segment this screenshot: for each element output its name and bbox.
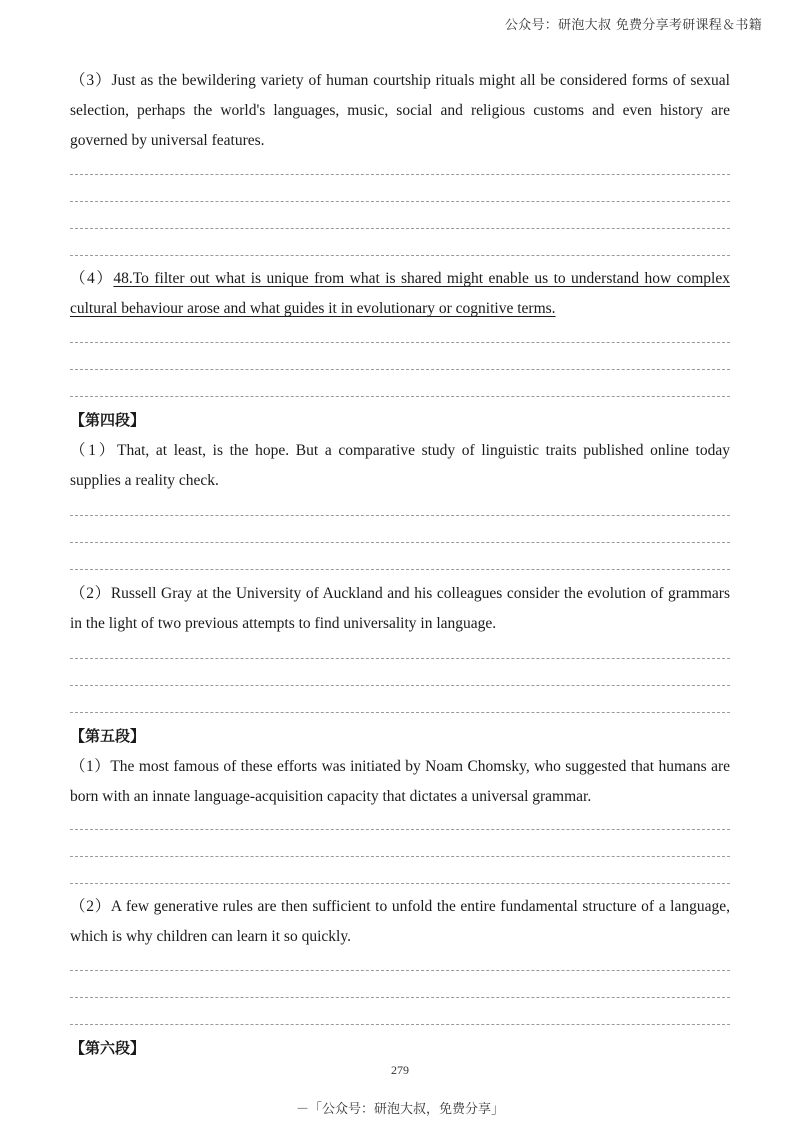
answer-line [70,569,730,570]
answer-line [70,883,730,884]
answer-line [70,342,730,343]
paragraph-4-2: （2）Russell Gray at the University of Auckland and his colleagues consider the evolution of grammars in the light of two previous attempts to find universality in language. [70,585,730,632]
header-watermark: 公众号：研泡大叔 免费分享考研课程＆书籍 [504,18,762,33]
answer-line [70,369,730,370]
answer-line [70,396,730,397]
answer-line [70,174,730,175]
page-number: 279 [391,1063,409,1077]
section-heading-4: 【第四段】 [70,411,146,429]
paragraph-number: （4） [70,270,114,287]
answer-line [70,856,730,857]
answer-line [70,829,730,830]
answer-line [70,542,730,543]
section-heading-5: 【第五段】 [70,727,146,745]
answer-line [70,515,730,516]
answer-line [70,712,730,713]
paragraph-5-2: （2）A few generative rules are then sufficient to unfold the entire fundamental structure of a language, which is why children can learn it so quickly. [70,898,730,945]
underlined-translation-sentence: 48.To filter out what is unique from what is shared might enable us to understand how complex cultural behaviour arose and what guides it in evolutionary or cognitive terms. [70,270,730,317]
answer-line [70,1024,730,1025]
paragraph-5-1: （1）The most famous of these efforts was initiated by Noam Chomsky, who suggested that humans are born with an innate language-acquisition capacity that dictates a universal grammar. [70,758,730,805]
answer-line [70,255,730,256]
answer-line [70,658,730,659]
section-heading-6: 【第六段】 [70,1039,146,1057]
paragraph-3-3: （3）Just as the bewildering variety of human courtship rituals might all be considered forms of sexual selection, perhaps the world's languages, music, social and religious customs and even history are governed by universal features. [70,72,730,149]
answer-line [70,228,730,229]
answer-line [70,997,730,998]
answer-line [70,970,730,971]
footer-watermark: －「公众号：研泡大叔，免费分享」 [295,1102,504,1117]
answer-line [70,685,730,686]
paragraph-3-4 [70,264,730,324]
answer-line [70,201,730,202]
paragraph-4-1: （1）That, at least, is the hope. But a comparative study of linguistic traits published online today supplies a reality check. [70,442,730,489]
